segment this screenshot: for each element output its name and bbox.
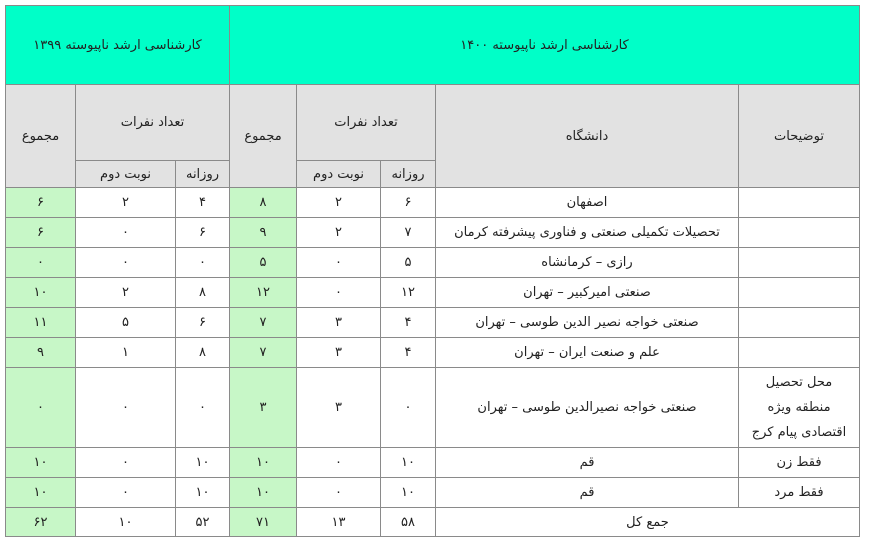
total-1400-cell: ۹	[230, 218, 297, 248]
daytime-1400-cell: ۱۲	[381, 278, 436, 308]
total-1400-cell: ۷	[230, 308, 297, 338]
notes-cell	[739, 338, 860, 368]
total-1399-cell: ۱۰	[6, 278, 76, 308]
header-1400-total: مجموع	[230, 85, 297, 188]
notes-cell	[739, 188, 860, 218]
notes-cell	[739, 368, 860, 448]
table-row	[6, 188, 860, 218]
note-line: محل تحصیل	[765, 375, 833, 390]
note-line: منطقه ویژه	[767, 400, 831, 415]
university-cell: تحصیلات تکمیلی صنعتی و فناوری پیشرفته کرمان	[436, 218, 739, 248]
note-line: فقط مرد	[774, 485, 824, 500]
evening-1400-cell: ۳	[297, 308, 381, 338]
grand-total-1400-cell: ۷۱	[230, 508, 297, 537]
university-cell: قم	[436, 448, 739, 478]
evening-1400-cell: ۲	[297, 218, 381, 248]
table-row	[6, 448, 860, 478]
table-row	[6, 368, 860, 448]
daytime-1399-cell: ۸	[176, 278, 230, 308]
daytime-1400-cell: ۷	[381, 218, 436, 248]
table-row	[6, 478, 860, 508]
total-1399-cell: ۱۱	[6, 308, 76, 338]
notes-cell	[739, 218, 860, 248]
header-1399-daytime: روزانه	[176, 161, 230, 188]
header-1399-total: مجموع	[6, 85, 76, 188]
total-1400-cell: ۱۲	[230, 278, 297, 308]
header-1400-count: تعداد نفرات	[297, 85, 436, 161]
daytime-1399-cell: ۸	[176, 338, 230, 368]
note-line: اقتصادی پیام کرج	[751, 425, 847, 440]
university-cell: علم و صنعت ایران – تهران	[436, 338, 739, 368]
total-1400-cell: ۱۰	[230, 478, 297, 508]
table-row	[6, 308, 860, 338]
total-1400-cell: ۱۰	[230, 448, 297, 478]
evening-1399-cell: ۲	[76, 188, 176, 218]
notes-cell	[739, 478, 860, 508]
grand-daytime-1400-cell: ۵۸	[381, 508, 436, 537]
daytime-1399-cell: ۶	[176, 218, 230, 248]
table-row	[6, 278, 860, 308]
total-1400-cell: ۳	[230, 368, 297, 448]
daytime-1400-cell: ۶	[381, 188, 436, 218]
table-row	[6, 248, 860, 278]
daytime-1399-cell: ۴	[176, 188, 230, 218]
evening-1399-cell: ۰	[76, 368, 176, 448]
daytime-1399-cell: ۱۰	[176, 448, 230, 478]
daytime-1400-cell: ۱۰	[381, 448, 436, 478]
header-1400: کارشناسی ارشد ناپیوسته ۱۴۰۰	[230, 6, 860, 85]
total-1399-cell: ۶	[6, 188, 76, 218]
table-row	[6, 338, 860, 368]
notes-cell	[739, 248, 860, 278]
daytime-1399-cell: ۶	[176, 308, 230, 338]
university-cell: صنعتی خواجه نصیر الدین طوسی – تهران	[436, 308, 739, 338]
daytime-1400-cell: ۱۰	[381, 478, 436, 508]
total-1399-cell: ۱۰	[6, 478, 76, 508]
admissions-table	[5, 5, 860, 537]
evening-1400-cell: ۲	[297, 188, 381, 218]
university-cell: قم	[436, 478, 739, 508]
university-cell: رازی – کرمانشاه	[436, 248, 739, 278]
evening-1400-cell: ۳	[297, 338, 381, 368]
evening-1400-cell: ۳	[297, 368, 381, 448]
table-row	[6, 218, 860, 248]
evening-1399-cell: ۰	[76, 478, 176, 508]
total-1400-cell: ۸	[230, 188, 297, 218]
university-cell: صنعتی امیرکبیر – تهران	[436, 278, 739, 308]
header-1400-evening: نوبت دوم	[297, 161, 381, 188]
evening-1399-cell: ۰	[76, 248, 176, 278]
total-row	[6, 508, 860, 537]
header-1399-count: تعداد نفرات	[76, 85, 230, 161]
daytime-1399-cell: ۰	[176, 368, 230, 448]
notes-cell	[739, 448, 860, 478]
notes-cell	[739, 278, 860, 308]
header-1399: کارشناسی ارشد ناپیوسته ۱۳۹۹	[6, 6, 230, 85]
note-line: فقط زن	[776, 455, 822, 470]
evening-1399-cell: ۰	[76, 448, 176, 478]
total-1399-cell: ۰	[6, 368, 76, 448]
university-cell: اصفهان	[436, 188, 739, 218]
total-1399-cell: ۰	[6, 248, 76, 278]
evening-1400-cell: ۰	[297, 478, 381, 508]
total-1399-cell: ۶	[6, 218, 76, 248]
evening-1400-cell: ۰	[297, 248, 381, 278]
daytime-1400-cell: ۴	[381, 338, 436, 368]
total-1399-cell: ۱۰	[6, 448, 76, 478]
university-cell: صنعتی خواجه نصیرالدین طوسی – تهران	[436, 368, 739, 448]
daytime-1400-cell: ۴	[381, 308, 436, 338]
grand-total-1399-cell: ۶۲	[6, 508, 76, 537]
header-university: دانشگاه	[436, 85, 739, 188]
grand-evening-1400-cell: ۱۳	[297, 508, 381, 537]
daytime-1400-cell: ۰	[381, 368, 436, 448]
evening-1400-cell: ۰	[297, 448, 381, 478]
grand-evening-1399-cell: ۱۰	[76, 508, 176, 537]
total-1400-cell: ۷	[230, 338, 297, 368]
evening-1399-cell: ۱	[76, 338, 176, 368]
header-1400-daytime: روزانه	[381, 161, 436, 188]
header-notes: توضیحات	[739, 85, 860, 188]
notes-cell	[739, 308, 860, 338]
evening-1400-cell: ۰	[297, 278, 381, 308]
evening-1399-cell: ۵	[76, 308, 176, 338]
total-1400-cell: ۵	[230, 248, 297, 278]
daytime-1399-cell: ۱۰	[176, 478, 230, 508]
grand-total-label: جمع کل	[436, 508, 860, 537]
header-1399-evening: نوبت دوم	[76, 161, 176, 188]
evening-1399-cell: ۲	[76, 278, 176, 308]
grand-daytime-1399-cell: ۵۲	[176, 508, 230, 537]
evening-1399-cell: ۰	[76, 218, 176, 248]
total-1399-cell: ۹	[6, 338, 76, 368]
daytime-1399-cell: ۰	[176, 248, 230, 278]
daytime-1400-cell: ۵	[381, 248, 436, 278]
